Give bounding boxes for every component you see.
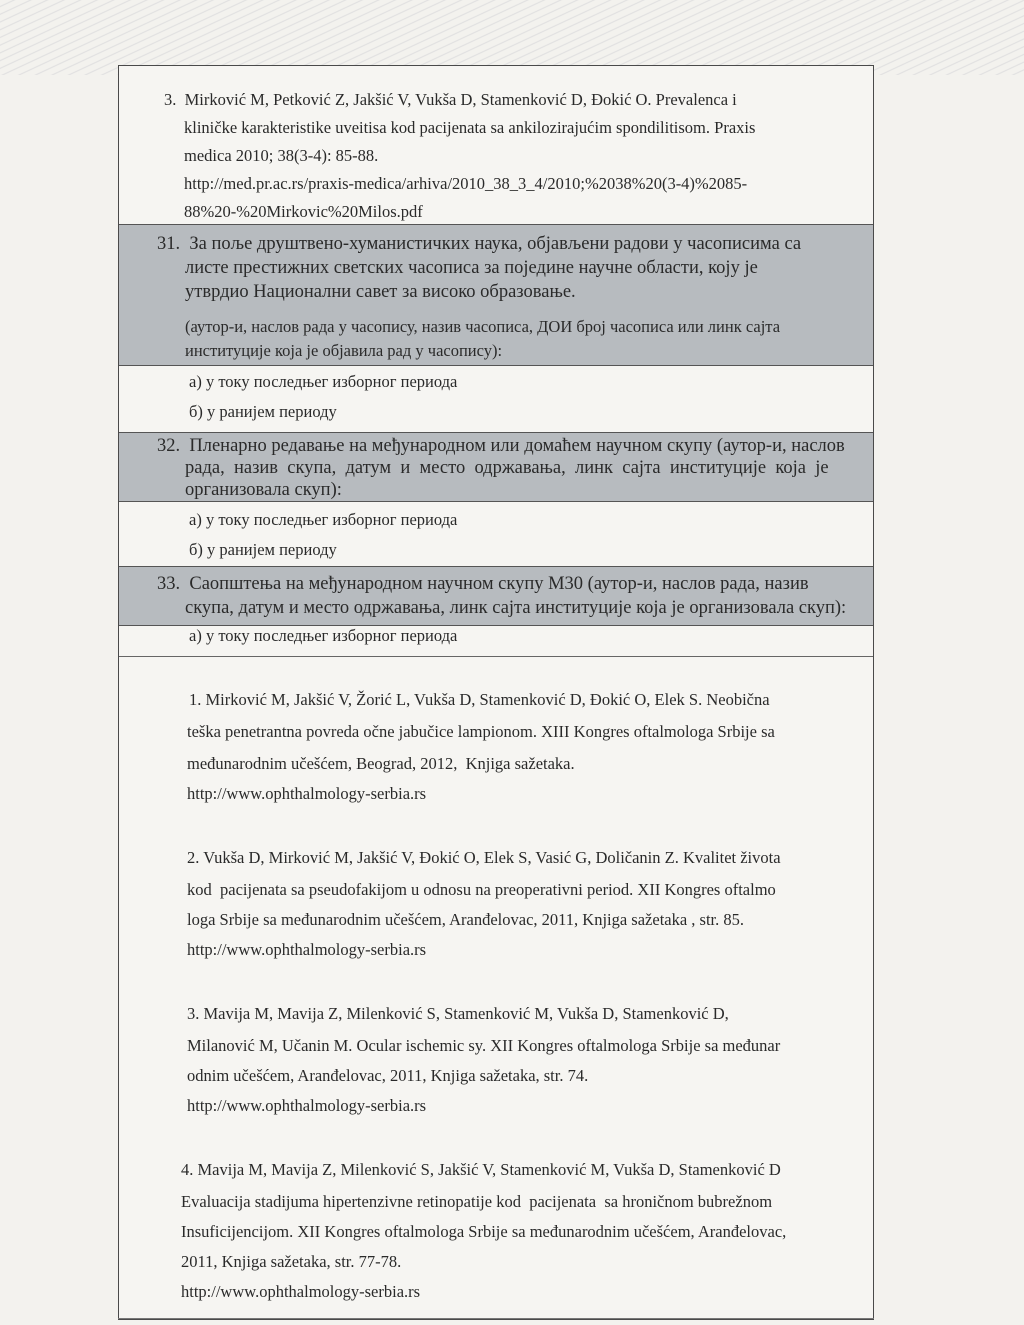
section-32-heading: 32. Пленарно редавање на међународном или домаћем научном скупу (аутор-и, наслов bbox=[157, 436, 845, 456]
item-link: http://www.ophthalmology-serbia.rs bbox=[187, 1096, 427, 1115]
item-link: http://www.ophthalmology-serbia.rs bbox=[181, 1282, 421, 1301]
section-31-option-b: б) у ранијем периоду bbox=[189, 402, 337, 421]
section-31-option-a: а) у току последњег изборног периода bbox=[189, 372, 458, 391]
ref-line: medica 2010; 38(3-4): 85-88. bbox=[184, 146, 379, 165]
section-31-subtext: (аутор-и, наслов рада у часопису, назив часописа, ДОИ број часописа или линк сајта bbox=[185, 317, 781, 336]
item-link: http://www.ophthalmology-serbia.rs bbox=[187, 784, 427, 803]
section-32-option-b: б) у ранијем периоду bbox=[189, 540, 337, 559]
ref-line: http://med.pr.ac.rs/praxis-medica/arhiva/2010_38_3_4/2010;%2038%20(3-4)%2085- bbox=[184, 174, 748, 193]
item-line: odnim učešćem, Aranđelovac, 2011, Knjiga sažetaka, str. 74. bbox=[187, 1066, 589, 1085]
bottom-rule bbox=[118, 1318, 874, 1319]
document-frame bbox=[118, 65, 874, 1320]
item-line: kod pacijenata sa pseudofakijom u odnosu na preoperativni period. XII Kongres oftalmo bbox=[187, 880, 776, 899]
item-line: Evaluacija stadijuma hipertenzivne retinopatije kod pacijenata sa hroničnom bubrežnom bbox=[181, 1192, 773, 1211]
item-line: teška penetrantna povreda očne jabučice lampionom. XIII Kongres oftalmologa Srbije sa bbox=[187, 722, 775, 741]
item-line: 4. Mavija M, Mavija Z, Milenković S, Jakšić V, Stamenković M, Vukša D, Stamenković D bbox=[181, 1160, 781, 1179]
section-32-band bbox=[119, 432, 873, 502]
section-divider bbox=[119, 656, 873, 657]
scan-hatch-header bbox=[0, 0, 1024, 75]
section-31-band bbox=[119, 224, 873, 366]
section-32-heading: организовала скуп): bbox=[185, 480, 342, 500]
item-line: 2011, Knjiga sažetaka, str. 77-78. bbox=[181, 1252, 402, 1271]
ref-link: 88%20-%20Mirkovic%20Milos.pdf bbox=[184, 202, 423, 221]
section-31-heading: 31. За поље друштвено-хуманистичких наука, објављени радови у часописима са bbox=[157, 234, 802, 254]
section-31-heading: листе престижних светских часописа за појединe научне области, коју је bbox=[185, 258, 758, 278]
item-line: loga Srbije sa međunarodnim učešćem, Aranđelovac, 2011, Knjiga sažetaka , str. 85. bbox=[187, 910, 745, 929]
item-line: Insuficijencijom. XII Kongres oftalmologa Srbije sa međunarodnim učešćem, Aranđelovac, bbox=[181, 1222, 787, 1241]
item-line: 1. Mirković M, Jakšić V, Žorić L, Vukša D, Stamenković D, Đokić O, Elek S. Neobična bbox=[189, 690, 770, 709]
section-32-option-a: а) у току последњег изборног периода bbox=[189, 510, 458, 529]
ref-line: 3. Mirković M, Petković Z, Jakšić V, Vukša D, Stamenković D, Đokić O. Prevalenca i bbox=[164, 90, 737, 109]
section-33-heading: скупа, датум и место одржавања, линк сајта институције која је организовала скуп): bbox=[185, 598, 847, 618]
section-31-subtext: институције која је објавила рад у часопису): bbox=[185, 341, 503, 360]
item-line: 2. Vukša D, Mirković M, Jakšić V, Đokić O, Elek S, Vasić G, Doličanin Z. Kvalitet života bbox=[187, 848, 781, 867]
section-32-heading: рада, назив скупа, датум и место одржавања, линк сајта институције која је bbox=[185, 458, 829, 478]
section-33-option-a: а) у току последњег изборног периода bbox=[189, 626, 458, 645]
item-line: međunarodnim učešćem, Beograd, 2012, Knjiga sažetaka. bbox=[187, 754, 575, 773]
item-line: 3. Mavija M, Mavija Z, Milenković S, Stamenković M, Vukša D, Stamenković D, bbox=[187, 1004, 729, 1023]
ref-line: kliničke karakteristike uveitisa kod pacijenata sa ankilozirajućim spondilitisom. Praxis bbox=[184, 118, 756, 137]
section-33-heading: 33. Саопштења на међународном научном скупу М30 (аутор-и, наслов рада, назив bbox=[157, 574, 809, 594]
item-line: Milanović M, Učanin M. Ocular ischemic sy. XII Kongres oftalmologa Srbije sa međunar bbox=[187, 1036, 781, 1055]
section-33-band bbox=[119, 566, 873, 626]
section-31-heading: утврдио Национални савет за високо образовање. bbox=[185, 282, 576, 302]
item-link: http://www.ophthalmology-serbia.rs bbox=[187, 940, 427, 959]
